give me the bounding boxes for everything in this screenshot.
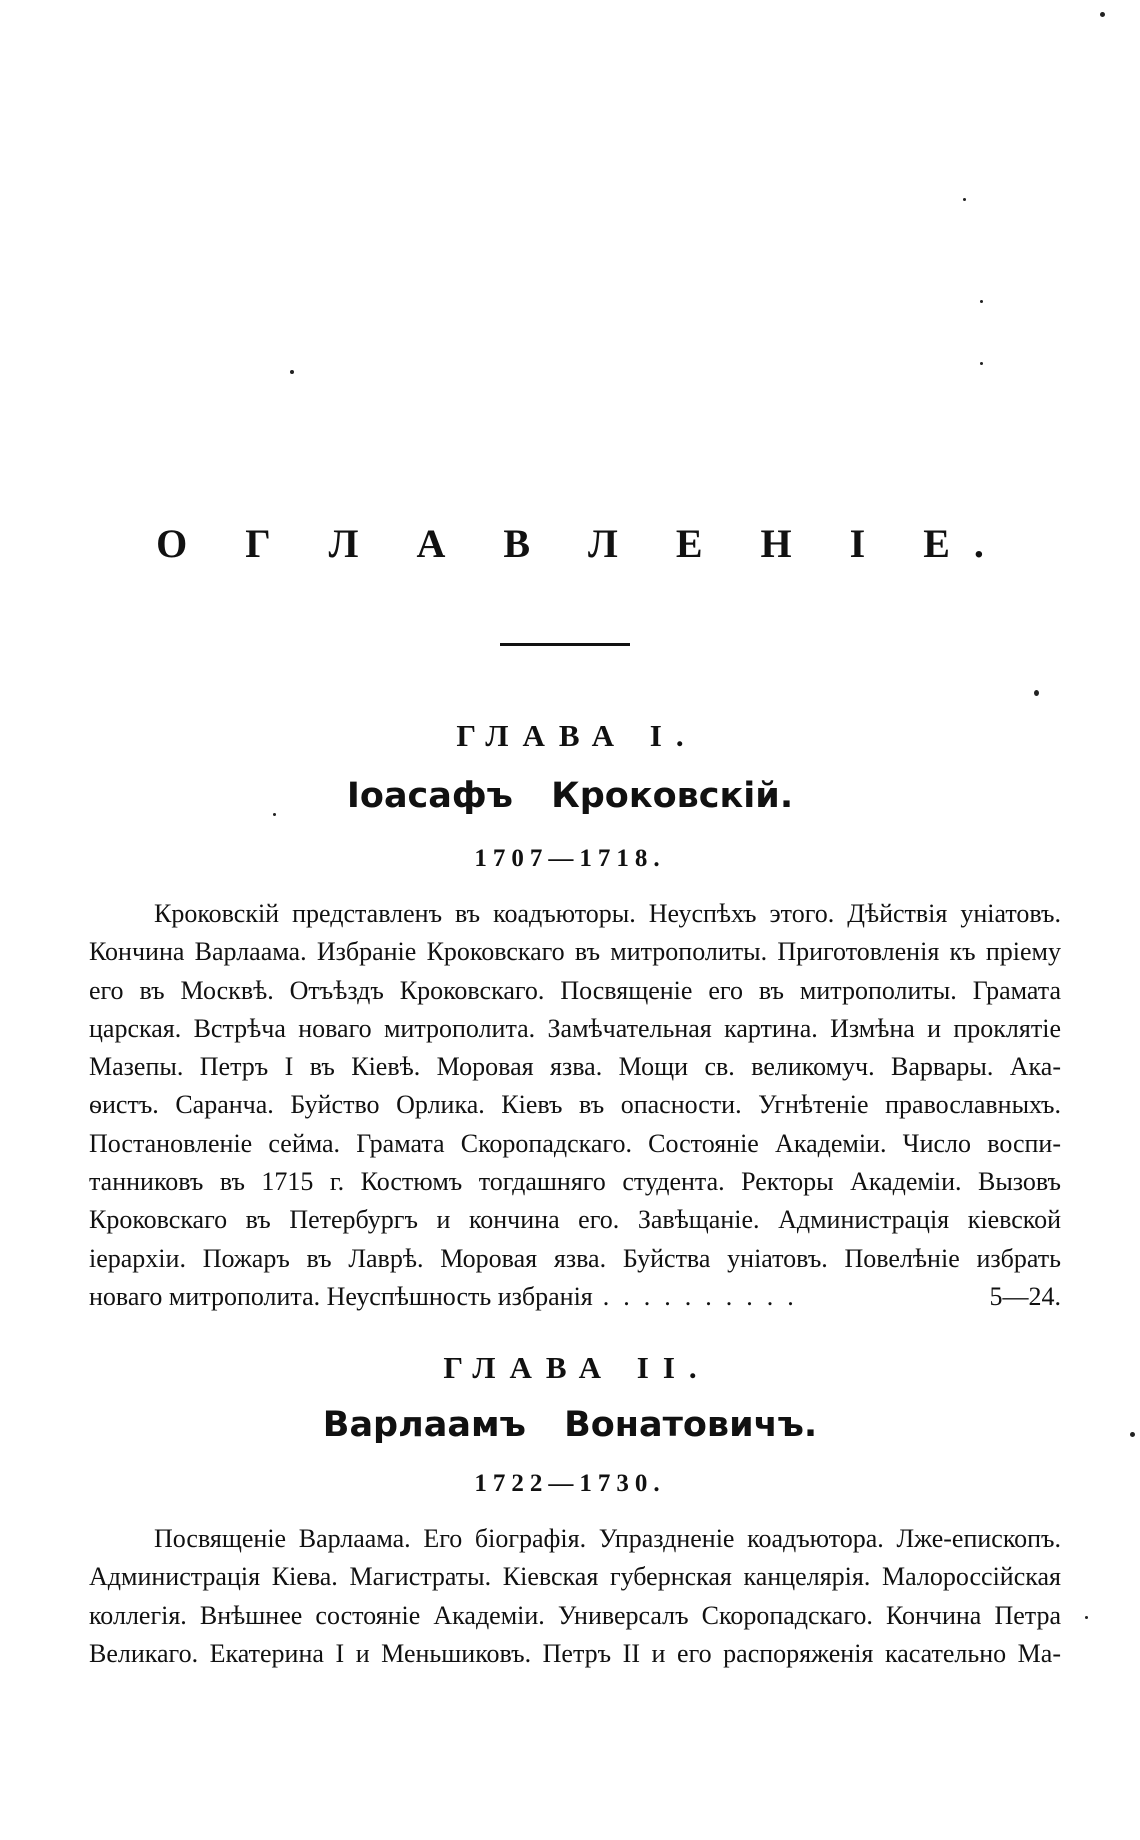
summary-line: Кроковскій представленъ въ коадъюторы. Неуспѣхъ этого. Дѣйствія уніатовъ. (154, 899, 1061, 928)
chapter-2-name: Варлаамъ Вонатовичъ. (322, 1405, 818, 1445)
scan-speck (980, 300, 983, 303)
summary-line: іерархіи. Пожаръ въ Лаврѣ. Моровая язва. Буйства уніатовъ. Повелѣніе избрать (89, 1243, 1061, 1273)
title-rule (500, 643, 630, 646)
scan-speck (1085, 1616, 1088, 1619)
summary-line: его въ Москвѣ. Отъѣздъ Кроковскаго. Посвященіе его въ митрополиты. Грамата (89, 975, 1061, 1005)
summary-line: коллегія. Внѣшнее состояніе Академіи. Универсалъ Скоропадскаго. Кончина Петра (89, 1600, 1061, 1630)
summary-line: танниковъ въ 1715 г. Костюмъ тогдашняго студента. Ректоры Академіи. Вызовъ (89, 1167, 1061, 1197)
summary-line: ѳистъ. Саранча. Буйство Орлика. Кіевъ въ опасности. Угнѣтеніе православныхъ. (89, 1090, 1061, 1120)
scan-speck (980, 362, 983, 365)
chapter-1-years: 1707—1718. (474, 845, 666, 872)
page-title: О Г Л А В Л Е Н І Е. (156, 521, 1008, 566)
scan-speck (290, 370, 294, 374)
scan-speck (1034, 690, 1039, 696)
chapter-2-label: ГЛАВА II. (443, 1350, 711, 1385)
summary-line: Посвященіе Варлаама. Его біографія. Упраздненіе коадъютора. Лже-епископъ. (154, 1524, 1061, 1553)
page-range: 5—24. (989, 1281, 1061, 1311)
summary-last-line: новаго митрополита. Неуспѣшность избранія (89, 1281, 593, 1311)
leader-dots: .......... (602, 1281, 808, 1311)
summary-line: Кончина Варлаама. Избраніе Кроковскаго въ митрополиты. Приготовленія къ пріему (89, 937, 1061, 967)
scan-speck (273, 813, 276, 816)
summary-line: царская. Встрѣча новаго митрополита. Замѣчательная картина. Измѣна и проклятіе (89, 1013, 1061, 1043)
summary-line: Постановленіе сейма. Грамата Скоропадскаго. Состояніе Академіи. Число воспи- (89, 1128, 1061, 1158)
scan-speck (963, 198, 966, 201)
chapter-2-summary (89, 1520, 1061, 1673)
summary-line: Великаго. Екатерина I и Меньшиковъ. Петръ II и его распоряженія касательно Ма- (89, 1638, 1061, 1668)
chapter-1-name: Іоасафъ Кроковскій. (346, 776, 794, 816)
chapter-1-summary (89, 895, 1061, 1316)
summary-line: Мазепы. Петръ I въ Кіевѣ. Моровая язва. Мощи св. великомуч. Варвары. Ака- (89, 1052, 1061, 1082)
scan-speck (1130, 1432, 1135, 1437)
scan-speck (1100, 12, 1105, 17)
summary-line: Администрація Кіева. Магистраты. Кіевская губернская канцелярія. Малороссійская (89, 1562, 1061, 1592)
chapter-2-years: 1722—1730. (474, 1470, 666, 1497)
chapter-1-label: ГЛАВА I. (456, 718, 698, 753)
summary-line: Кроковскаго въ Петербургъ и кончина его. Завѣщаніе. Администрація кіевской (89, 1205, 1061, 1235)
toc-entry-tail (89, 1278, 1061, 1316)
